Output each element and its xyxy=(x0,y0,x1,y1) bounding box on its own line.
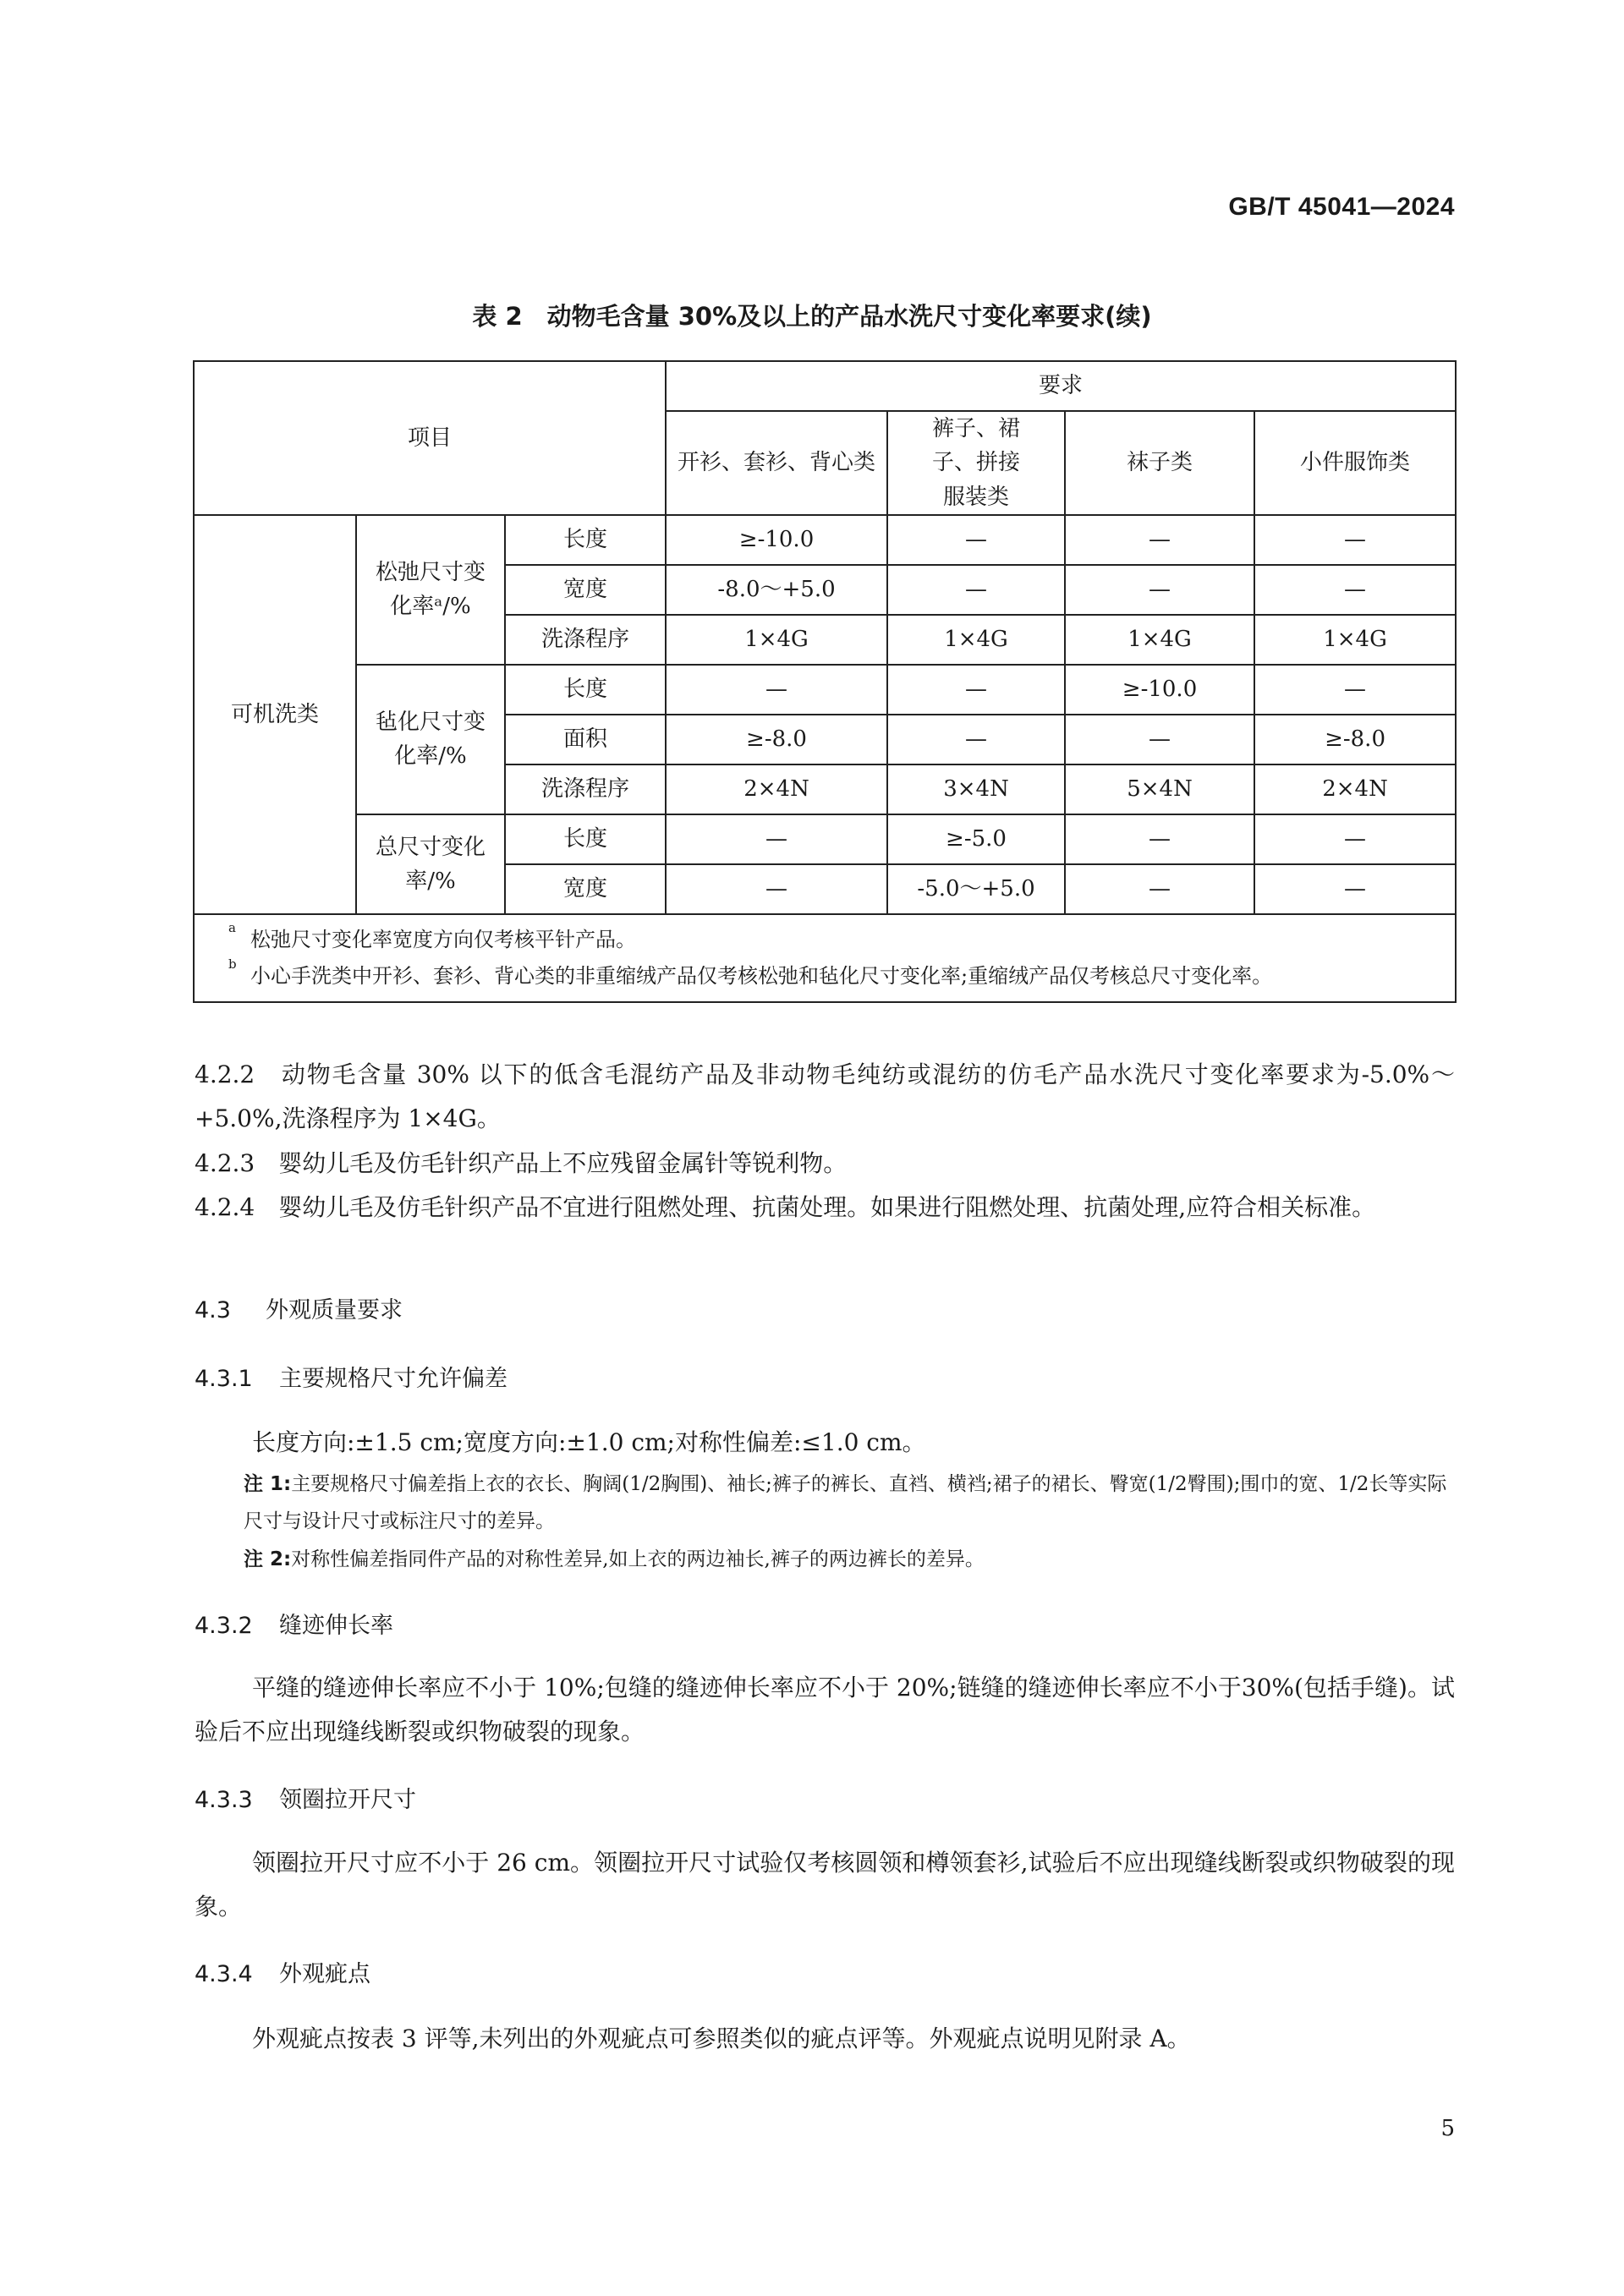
col-header: 袜子类 xyxy=(1065,411,1254,515)
table-cell: -8.0～+5.0 xyxy=(666,565,887,615)
page-number: 5 xyxy=(1440,2116,1455,2141)
table-cell: 1×4G xyxy=(887,615,1065,665)
table-cell: 1×4G xyxy=(666,615,887,665)
row-label: 面积 xyxy=(505,715,666,764)
section-heading: 4.3.2 缝迹伸长率 xyxy=(195,1613,393,1639)
clause-4-3-1: 长度方向:±1.5 cm;宽度方向:±1.0 cm;对称性偏差:≤1.0 cm。 xyxy=(252,1428,926,1456)
col-header: 开衫、套衫、背心类 xyxy=(666,411,887,515)
section-heading: 4.3.3 领圈拉开尺寸 xyxy=(195,1787,416,1813)
table-cell: — xyxy=(887,665,1065,715)
row-label: 宽度 xyxy=(505,565,666,615)
table-cell: — xyxy=(1065,864,1254,914)
clause-4-2-3: 4.2.3 婴幼儿毛及仿毛针织产品上不应残留金属针等锐利物。 xyxy=(195,1149,848,1177)
row-label: 长度 xyxy=(505,515,666,565)
row-label: 洗涤程序 xyxy=(505,615,666,665)
note-1: 注 1:主要规格尺寸偏差指上衣的衣长、胸阔(1/2胸围)、袖长;裤子的裤长、直裆、横裆;裙子的裙长、臀宽(1/2臀围);围巾的宽、1/2长等实际尺寸与设计尺寸或标注尺寸的差异。 xyxy=(244,1473,1447,1532)
section-heading: 4.3.4 外观疵点 xyxy=(195,1961,370,1987)
section-heading: 4.3 外观质量要求 xyxy=(195,1297,403,1323)
table-cell: — xyxy=(666,665,887,715)
group-name: 毡化尺寸变化率/% xyxy=(356,665,505,814)
note-2: 注 2:对称性偏差指同件产品的对称性差异,如上衣的两边袖长,裤子的两边裤长的差异。 xyxy=(244,1548,985,1570)
table-cell: — xyxy=(666,814,887,864)
table-cell: — xyxy=(1065,565,1254,615)
clause-4-3-4: 外观疵点按表 3 评等,未列出的外观疵点可参照类似的疵点评等。外观疵点说明见附录 A。 xyxy=(252,2025,1191,2052)
table-note xyxy=(228,956,1443,995)
header-item: 项目 xyxy=(194,361,666,515)
clause-4-3-2: 平缝的缝迹伸长率应不小于 10%;包缝的缝迹伸长率应不小于 20%;链缝的缝迹伸长率应不小于30%(包括手缝)。试验后不应出现缝线断裂或织物破裂的现象。 xyxy=(195,1674,1455,1745)
table-cell: — xyxy=(1254,515,1456,565)
table-cell: — xyxy=(666,864,887,914)
table-cell: 1×4G xyxy=(1254,615,1456,665)
table-cell: — xyxy=(887,715,1065,764)
row-label: 长度 xyxy=(505,814,666,864)
clause-4-2-4: 4.2.4 婴幼儿毛及仿毛针织产品不宜进行阻燃处理、抗菌处理。如果进行阻燃处理、抗菌处理,应符合相关标准。 xyxy=(195,1193,1376,1221)
header-requirement: 要求 xyxy=(666,361,1456,411)
table-cell: — xyxy=(1254,814,1456,864)
table-cell: 2×4N xyxy=(1254,764,1456,814)
clause-4-2-2: 4.2.2 动物毛含量 30% 以下的低含毛混纺产品及非动物毛纯纺或混纺的仿毛产品水洗尺寸变化率要求为-5.0%～+5.0%,洗涤程序为 1×4G。 xyxy=(195,1060,1455,1132)
table-cell: ≥-10.0 xyxy=(1065,665,1254,715)
size-change-table xyxy=(193,360,1457,1003)
col-header: 裤子、裙子、拼接服装类 xyxy=(887,411,1065,515)
table-cell: ≥-5.0 xyxy=(887,814,1065,864)
standard-number: GB/T 45041—2024 xyxy=(1228,193,1455,221)
table-cell: 2×4N xyxy=(666,764,887,814)
note-text: 小心手洗类中开衫、套衫、背心类的非重缩绒产品仅考核松弛和毡化尺寸变化率;重缩绒产品仅考核总尺寸变化率。 xyxy=(250,964,1273,989)
table-cell: — xyxy=(887,565,1065,615)
table-cell: — xyxy=(1065,515,1254,565)
note-marker: a xyxy=(228,919,236,935)
note-marker: b xyxy=(228,956,237,973)
table-cell: — xyxy=(1254,665,1456,715)
row-label: 宽度 xyxy=(505,864,666,914)
table-caption: 表 2 动物毛含量 30%及以上的产品水洗尺寸变化率要求(续) xyxy=(472,302,1152,331)
table-cell: ≥-8.0 xyxy=(666,715,887,764)
table-cell: — xyxy=(887,515,1065,565)
table-cell: ≥-10.0 xyxy=(666,515,887,565)
table-cell: — xyxy=(1065,715,1254,764)
row-label: 洗涤程序 xyxy=(505,764,666,814)
clause-4-3-3: 领圈拉开尺寸应不小于 26 cm。领圈拉开尺寸试验仅考核圆领和樽领套衫,试验后不应出现缝线断裂或织物破裂的现象。 xyxy=(195,1849,1455,1921)
table-notes xyxy=(194,914,1456,1002)
table-cell: — xyxy=(1254,864,1456,914)
col-header: 小件服饰类 xyxy=(1254,411,1456,515)
table-cell: — xyxy=(1254,565,1456,615)
table-cell: ≥-8.0 xyxy=(1254,715,1456,764)
group-name: 松弛尺寸变化率ᵃ/% xyxy=(356,515,505,665)
section-heading: 4.3.1 主要规格尺寸允许偏差 xyxy=(195,1366,508,1392)
table-cell: -5.0～+5.0 xyxy=(887,864,1065,914)
table-cell: 1×4G xyxy=(1065,615,1254,665)
table-cell: 5×4N xyxy=(1065,764,1254,814)
note-text: 松弛尺寸变化率宽度方向仅考核平针产品。 xyxy=(250,927,636,951)
category-cell: 可机洗类 xyxy=(194,515,356,914)
row-label: 长度 xyxy=(505,665,666,715)
table-note xyxy=(228,919,1443,958)
table-cell: — xyxy=(1065,814,1254,864)
group-name: 总尺寸变化率/% xyxy=(356,814,505,914)
table-cell: 3×4N xyxy=(887,764,1065,814)
